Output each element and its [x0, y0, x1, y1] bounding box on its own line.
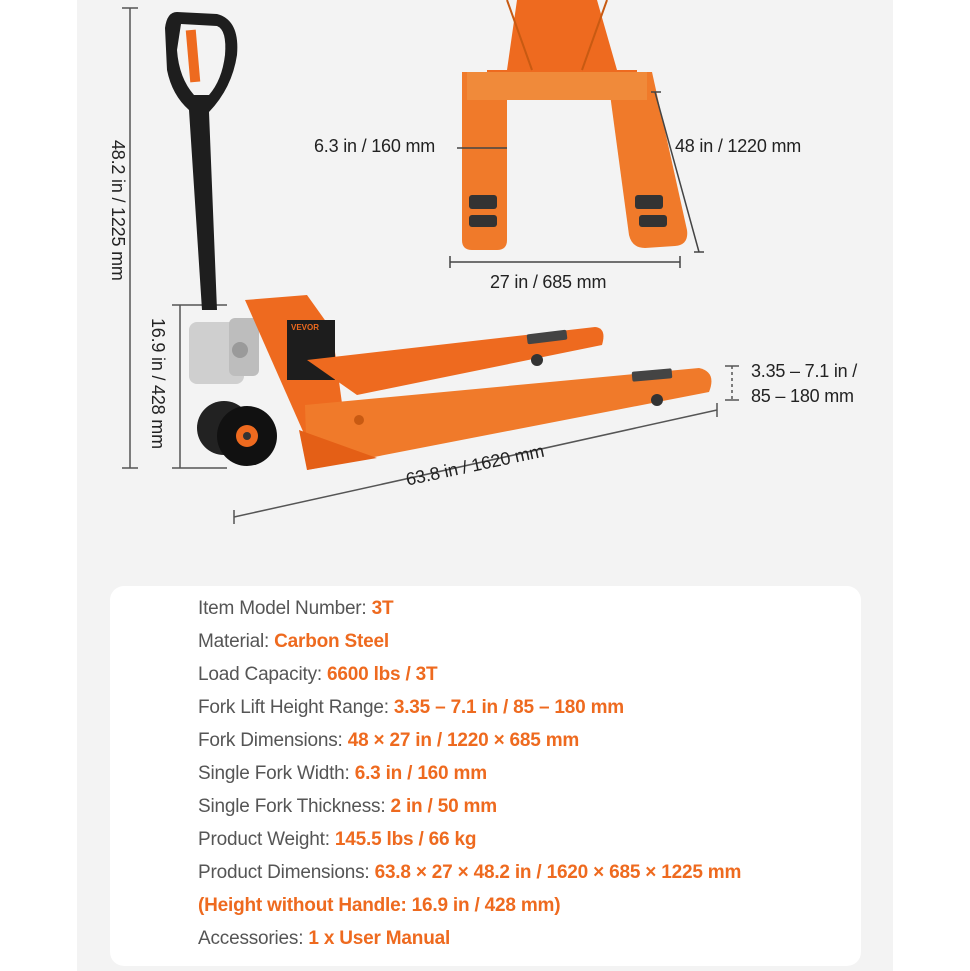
spec-row [198, 928, 450, 950]
spec-value: 6600 lbs / 3T [327, 664, 438, 685]
spec-value: 48 × 27 in / 1220 × 685 mm [347, 730, 580, 751]
top-view-forks [462, 0, 687, 250]
spec-row [198, 631, 389, 653]
handle-height-label: 48.2 in / 1225 mm [108, 140, 128, 281]
spec-value: 6.3 in / 160 mm [354, 763, 487, 784]
spec-row [198, 895, 560, 917]
spec-row [198, 730, 579, 752]
spec-label: Accessories: [198, 928, 309, 949]
brand-label: VEVOR [291, 323, 320, 332]
spec-value: 1 x User Manual [308, 928, 451, 949]
spec-card [110, 586, 861, 966]
spec-label: Load Capacity: [198, 664, 328, 685]
spec-value: Carbon Steel [274, 631, 389, 652]
spec-value: (Height without Handle: 16.9 in / 428 mm) [198, 895, 561, 916]
spec-row [198, 796, 497, 818]
spec-label: Single Fork Width: [198, 763, 355, 784]
body-height-label: 16.9 in / 428 mm [148, 318, 168, 449]
spec-value: 63.8 × 27 × 48.2 in / 1620 × 685 × 1225 mm [374, 862, 742, 883]
overall-width-label: 27 in / 685 mm [490, 272, 607, 292]
spec-label: Fork Lift Height Range: [198, 697, 394, 718]
product-image-area [77, 0, 893, 971]
spec-value: 3.35 – 7.1 in / 85 – 180 mm [393, 697, 625, 718]
spec-label: Item Model Number: [198, 598, 372, 619]
spec-value: 3T [371, 598, 394, 619]
pallet-jack-illustration [77, 0, 893, 586]
spec-row [198, 664, 437, 686]
spec-row [198, 763, 487, 785]
overall-length-label: 63.8 in / 1620 mm [404, 440, 546, 490]
pallet-jack-handle [165, 12, 237, 310]
spec-label: Product Dimensions: [198, 862, 375, 883]
lift-range-label-line2: 85 – 180 mm [751, 386, 854, 406]
spec-label: Material: [198, 631, 275, 652]
spec-row [198, 862, 741, 884]
lift-range-label-line1: 3.35 – 7.1 in / [751, 361, 858, 381]
spec-label: Product Weight: [198, 829, 335, 850]
spec-value: 2 in / 50 mm [390, 796, 497, 817]
spec-label: Single Fork Thickness: [198, 796, 391, 817]
fork-length-label: 48 in / 1220 mm [675, 136, 802, 156]
spec-value: 145.5 lbs / 66 kg [334, 829, 477, 850]
fork-width-label: 6.3 in / 160 mm [314, 136, 436, 156]
spec-row [198, 829, 476, 851]
spec-label: Fork Dimensions: [198, 730, 348, 751]
spec-row [198, 697, 624, 719]
spec-row [198, 598, 393, 620]
